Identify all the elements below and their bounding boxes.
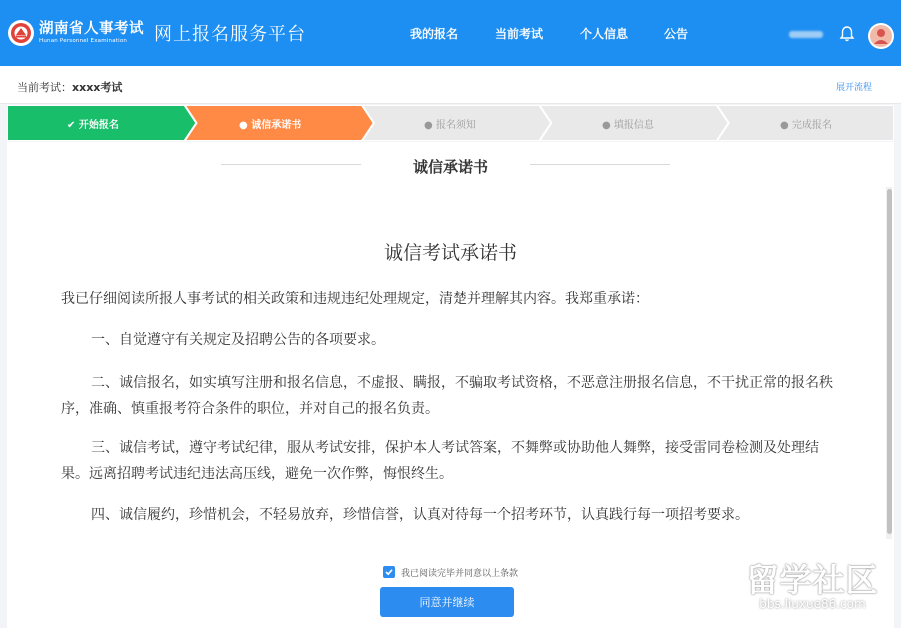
current-exam-value: xxxx考试: [72, 81, 123, 94]
step-start-label: 开始报名: [78, 120, 119, 131]
avatar[interactable]: [868, 23, 894, 49]
platform-name: 网上报名服务平台: [154, 24, 306, 45]
agree-text[interactable]: 我已阅读完毕并同意以上条款: [400, 568, 518, 579]
pledge-item-1: 一、自觉遵守有关规定及招聘公告的各项要求。: [91, 332, 385, 348]
step-fill-info-label: 填报信息: [613, 120, 654, 131]
step-integrity[interactable]: [239, 116, 301, 131]
dot-icon: ●: [602, 120, 614, 131]
bell-icon[interactable]: [838, 25, 856, 43]
location-pin-icon: ●: [239, 120, 252, 131]
pledge-item-2: 二、诚信报名，如实填写注册和报名信息，不虚报、瞒报，不骗取考试资格，不恶意注册报名信息，不干扰正常的报名秩序，准确、慎重报考符合条件的职位，并对自己的报名负责。: [61, 375, 833, 417]
nav-announcements[interactable]: 公告: [664, 26, 689, 41]
check-circle-icon: ✔: [67, 120, 79, 131]
dot-icon: ●: [780, 120, 792, 131]
pledge-item-3: 三、诚信考试，遵守考试纪律，服从考试安排，保护本人考试答案，不舞弊或协助他人舞弊，接受雷同卷检测及处理结果。远离招聘考试违纪违法高压线，避免一次作弊，悔恨终生。: [61, 440, 819, 482]
progress-steps: [7, 105, 894, 141]
nav-my-registration[interactable]: 我的报名: [410, 26, 459, 41]
step-notice[interactable]: [424, 116, 476, 131]
top-header: [0, 0, 901, 66]
username-redacted[interactable]: [789, 31, 823, 38]
pledge-title: 诚信考试承诺书: [383, 242, 517, 264]
nav-personal-info[interactable]: 个人信息: [580, 26, 629, 41]
checkmark-icon: [384, 567, 394, 577]
dot-icon: ●: [424, 120, 436, 131]
current-exam-bar: [0, 66, 901, 104]
expand-process-link[interactable]: 展开流程: [835, 83, 872, 93]
agree-continue-button[interactable]: 同意并继续: [380, 587, 514, 617]
emblem-icon: [8, 20, 34, 46]
step-integrity-label: 诚信承诺书: [251, 120, 302, 131]
step-fill-info[interactable]: [602, 116, 654, 131]
pledge-intro: 我已仔细阅读所报人事考试的相关政策和违规违纪处理规定，清楚并理解其内容。我郑重承诺：: [61, 291, 649, 307]
pledge-scroll-area[interactable]: [7, 187, 894, 539]
watermark: [730, 555, 895, 620]
watermark-title: 留学社区: [746, 561, 879, 599]
current-exam-label: 当前考试：: [17, 81, 72, 94]
avatar-icon: [869, 24, 893, 48]
watermark-url: bbs.liuxue86.com: [759, 597, 866, 611]
logo-title: 湖南省人事考试: [39, 21, 144, 37]
step-notice-label: 报名须知: [435, 120, 476, 131]
logo-subtitle: Hunan Personnel Examination: [39, 37, 128, 44]
section-title: 诚信承诺书: [412, 158, 488, 176]
step-start[interactable]: [67, 116, 119, 131]
agree-checkbox[interactable]: [383, 566, 395, 578]
current-exam: [17, 79, 122, 95]
section-header: [7, 156, 894, 174]
scrollbar-thumb[interactable]: [887, 189, 892, 534]
site-logo[interactable]: [8, 20, 144, 46]
pledge-item-4: 四、诚信履约，珍惜机会，不轻易放弃，珍惜信誉，认真对待每一个招考环节，认真践行每一项招考要求。: [91, 507, 749, 523]
step-complete[interactable]: [780, 116, 832, 131]
step-complete-label: 完成报名: [791, 120, 832, 131]
nav-current-exam[interactable]: 当前考试: [495, 26, 544, 41]
